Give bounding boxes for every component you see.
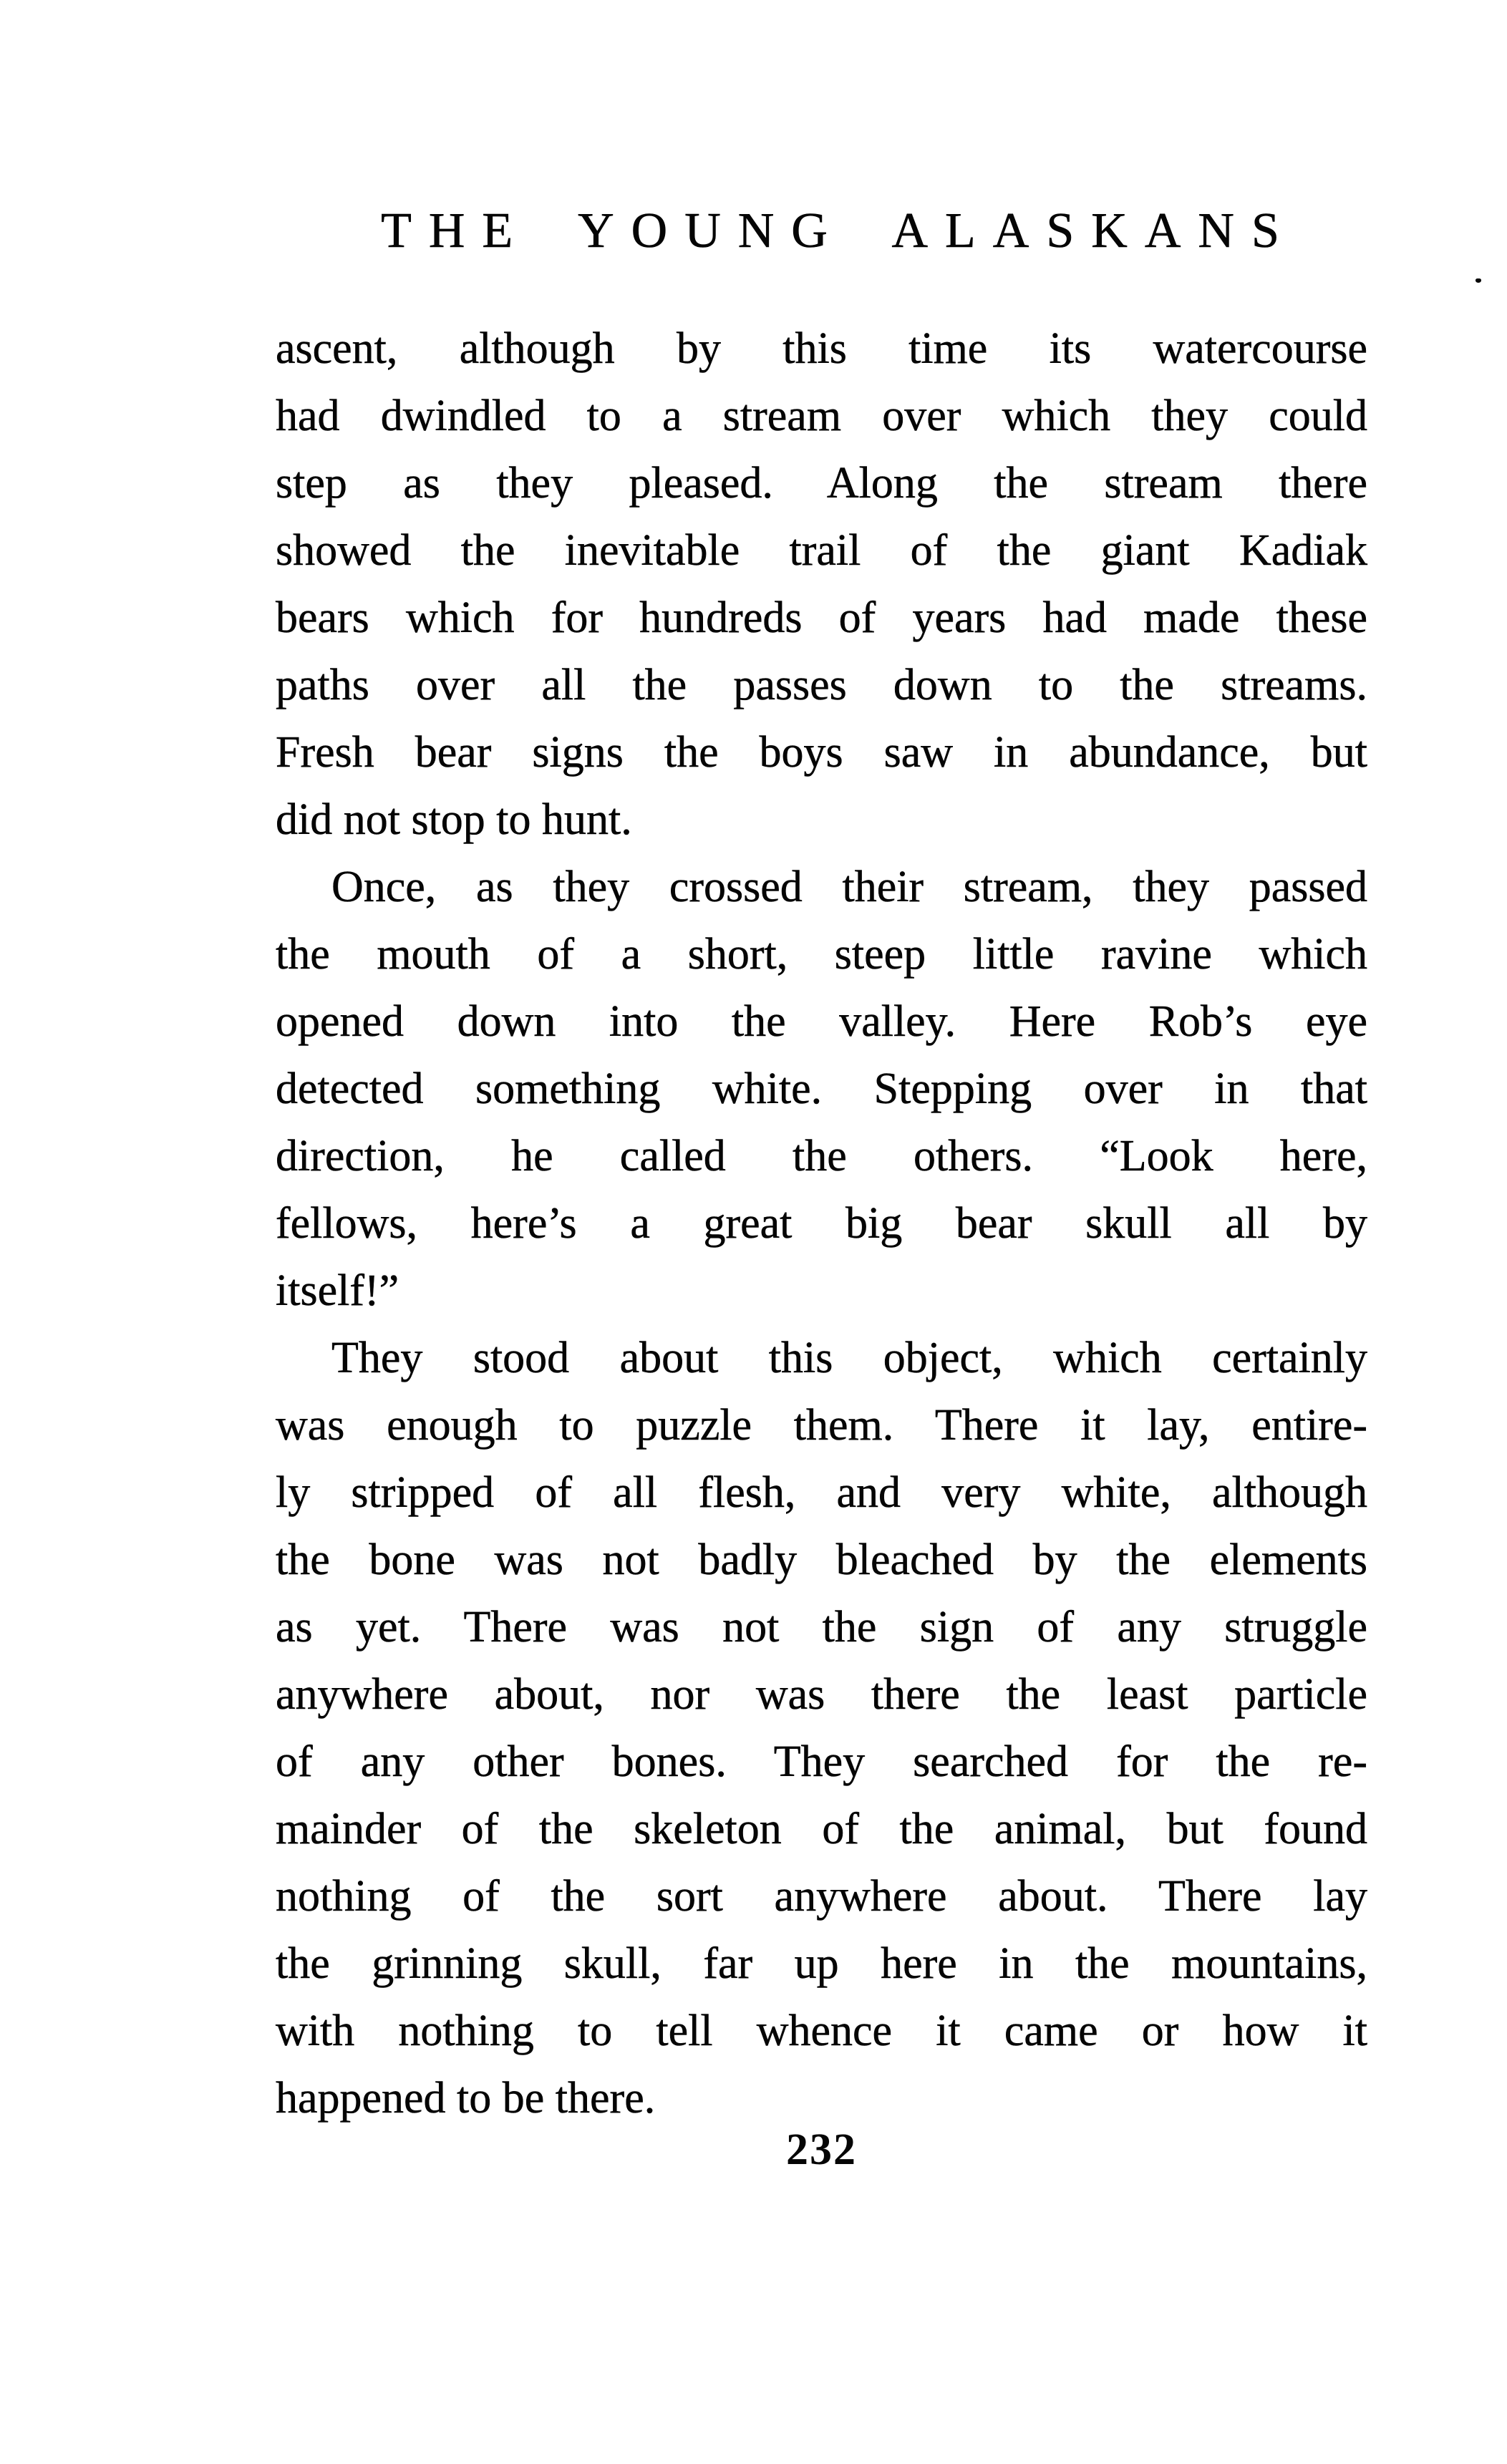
text-line: Once, as they crossed their stream, they passed (331, 863, 1367, 911)
text-line: did not stop to hunt. (276, 795, 632, 844)
text-line: paths over all the passes down to the streams. (276, 661, 1367, 709)
text-line: ascent, although by this time its watercourse (276, 324, 1367, 373)
text-line: ly stripped of all flesh, and very white, although (276, 1468, 1367, 1517)
text-line: bears which for hundreds of years had made these (276, 593, 1367, 642)
paragraph (276, 853, 1367, 1324)
text-line: They stood about this object, which certainly (331, 1334, 1367, 1382)
page-number: 232 (786, 2125, 857, 2174)
text-line: of any other bones. They searched for the re- (276, 1737, 1367, 1786)
text-line: the mouth of a short, steep little ravine which (276, 930, 1367, 979)
paragraph (276, 315, 1367, 853)
text-line: fellows, here’s a great big bear skull all by (276, 1199, 1367, 1248)
text-line: showed the inevitable trail of the giant Kadiak (276, 526, 1367, 575)
text-line: step as they pleased. Along the stream there (276, 459, 1367, 508)
page-header-title: THE YOUNG ALASKANS (381, 203, 1297, 258)
text-line: itself!” (276, 1266, 399, 1315)
paragraph (276, 1324, 1367, 2132)
text-line: as yet. There was not the sign of any struggle (276, 1603, 1367, 1651)
body-text (276, 315, 1367, 2132)
text-line: direction, he called the others. “Look here, (276, 1132, 1367, 1180)
text-line: Fresh bear signs the boys saw in abundance, but (276, 728, 1367, 777)
scan-artifact-dot (1475, 278, 1481, 283)
text-line: happened to be there. (276, 2074, 656, 2123)
text-line: the bone was not badly bleached by the elements (276, 1536, 1367, 1584)
text-line: had dwindled to a stream over which they could (276, 392, 1367, 440)
text-line: was enough to puzzle them. There it lay, entire- (276, 1401, 1367, 1450)
text-line: detected something white. Stepping over in that (276, 1064, 1367, 1113)
text-line: nothing of the sort anywhere about. There lay (276, 1872, 1367, 1921)
text-line: the grinning skull, far up here in the mountains, (276, 1939, 1367, 1988)
text-line: mainder of the skeleton of the animal, but found (276, 1805, 1367, 1853)
text-line: anywhere about, nor was there the least particle (276, 1670, 1367, 1719)
text-line: with nothing to tell whence it came or how it (276, 2007, 1367, 2055)
text-line: opened down into the valley. Here Rob’s eye (276, 997, 1367, 1046)
